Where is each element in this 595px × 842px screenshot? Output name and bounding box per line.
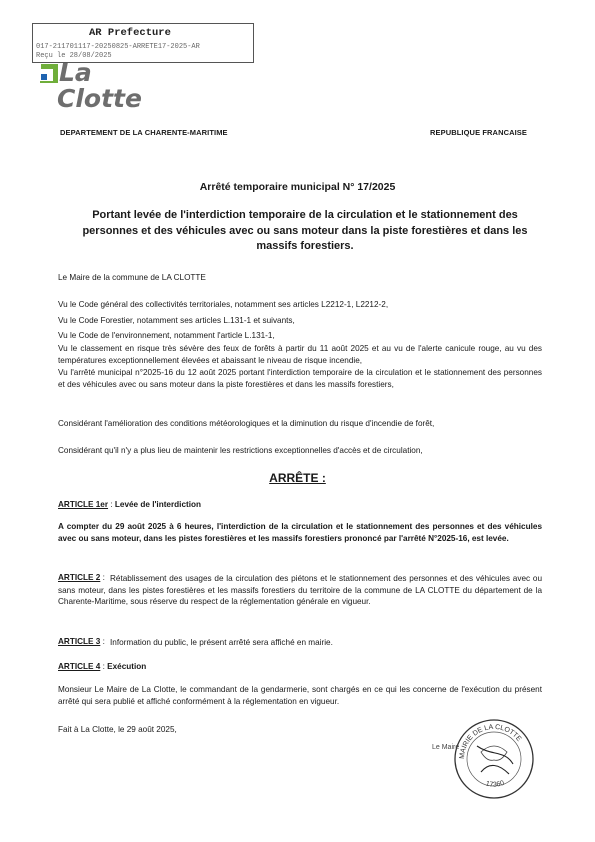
article-3-separator: : xyxy=(102,637,105,646)
logo-text-la: La xyxy=(59,58,92,87)
article-3-body: Information du public, le présent arrêté sera affiché en mairie. xyxy=(110,638,333,647)
mayor-signature-label: Le Maire xyxy=(432,744,460,751)
article-2-separator: : xyxy=(102,573,105,582)
article-2-body: Rétablissement des usages de la circulation des piétons et le stationnement des personnes et des véhicules avec ou sans moteur, dans les pistes forestières et les massifs forestiers du territoire de la commune de LA CLOTTE du département de la Charente-Maritime, sous réserve du respect de la réglementation générale en vigueur. xyxy=(58,574,542,607)
mairie-seal-icon xyxy=(451,716,537,802)
seal-top-text: MAIRIE DE LA CLOTTE xyxy=(458,723,523,760)
article-4-separator: : xyxy=(102,662,108,671)
article-3-label: ARTICLE 3 xyxy=(58,637,101,646)
article-4-title: Exécution xyxy=(107,662,147,671)
vu-line-2: Vu le Code Forestier, notamment ses articles L.131-1 et suivants, xyxy=(58,316,295,325)
stamp-reference: 017-211701117-20250825-ARRETE17-2025-AR xyxy=(36,43,200,51)
article-1-separator: : xyxy=(110,500,115,509)
considerant-1: Considérant l'amélioration des conditions météorologiques et la diminution du risque d'incendie de forêt, xyxy=(58,419,435,428)
logo-text-clotte: Clotte xyxy=(57,84,142,113)
article-1-title: Levée de l'interdiction xyxy=(114,500,202,509)
svg-text:17360 xyxy=(485,780,505,789)
done-at-line: Fait à La Clotte, le 29 août 2025, xyxy=(58,725,177,734)
decree-heading: ARRÊTE : xyxy=(269,471,326,485)
article-2-label: ARTICLE 2 xyxy=(58,573,101,582)
vu-line-3: Vu le Code de l'environnement, notamment l'article L.131-1, xyxy=(58,331,275,340)
logo-blue-square xyxy=(41,74,47,80)
mayor-line: Le Maire de la commune de LA CLOTTE xyxy=(58,273,206,282)
article-4-label: ARTICLE 4 xyxy=(58,662,101,671)
considerant-2: Considérant qu'il n'y a plus lieu de maintenir les restrictions exceptionnelles d'accès et de circulation, xyxy=(58,446,423,455)
article-1-label: ARTICLE 1er xyxy=(58,500,109,509)
article-4-body: Monsieur Le Maire de La Clotte, le commandant de la gendarmerie, sont chargés en ce qui les concerne de l'exécution du présent arrêté qui sera publié et affiché conformément à la réglementation en vigueur. xyxy=(58,685,542,706)
stamp-received-date: Reçu le 28/08/2025 xyxy=(36,52,112,60)
article-1-heading xyxy=(58,500,201,509)
article-1-body: A compter du 29 août 2025 à 6 heures, l'interdiction de la circulation et le stationnement des personnes et des véhicules avec ou sans moteur, dans les pistes forestières et les massifs forestiers prononcé par l'arrêté N°2025-16, est levée. xyxy=(58,522,542,543)
article-4-heading xyxy=(58,662,146,671)
vu-line-5: Vu l'arrêté municipal n°2025-16 du 12 août 2025 portant l'interdiction temporaire de la circulation et le stationnement des personnes et des véhicules avec ou sans moteur dans la piste forestières et dans les massifs forestiers, xyxy=(58,368,542,389)
stamp-title: AR Prefecture xyxy=(89,27,171,39)
republic-header: REPUBLIQUE FRANCAISE xyxy=(430,128,528,137)
decree-subtitle: Portant levée de l'interdiction temporaire de la circulation et le stationnement des personnes et des véhicules avec ou sans moteur dans la piste forestières et dans les massifs forestiers. xyxy=(82,209,528,252)
seal-bottom-text: 17360 xyxy=(484,779,506,789)
department-header: DEPARTEMENT DE LA CHARENTE-MARITIME xyxy=(60,128,228,137)
decree-title: Arrêté temporaire municipal N° 17/2025 xyxy=(199,181,396,193)
vu-line-4: Vu le classement en risque très sévère des feux de forêts à partir du 11 août 2025 et au vu de l'alerte canicule rouge, au vu des températures exceptionnellement élevées et abaissant le niveau de risque incendie, xyxy=(58,344,542,365)
la-clotte-logo xyxy=(37,60,157,120)
vu-line-1: Vu le Code général des collectivités territoriales, notamment ses articles L2212-1, L2212-2, xyxy=(58,300,389,309)
prefecture-stamp xyxy=(32,23,254,63)
